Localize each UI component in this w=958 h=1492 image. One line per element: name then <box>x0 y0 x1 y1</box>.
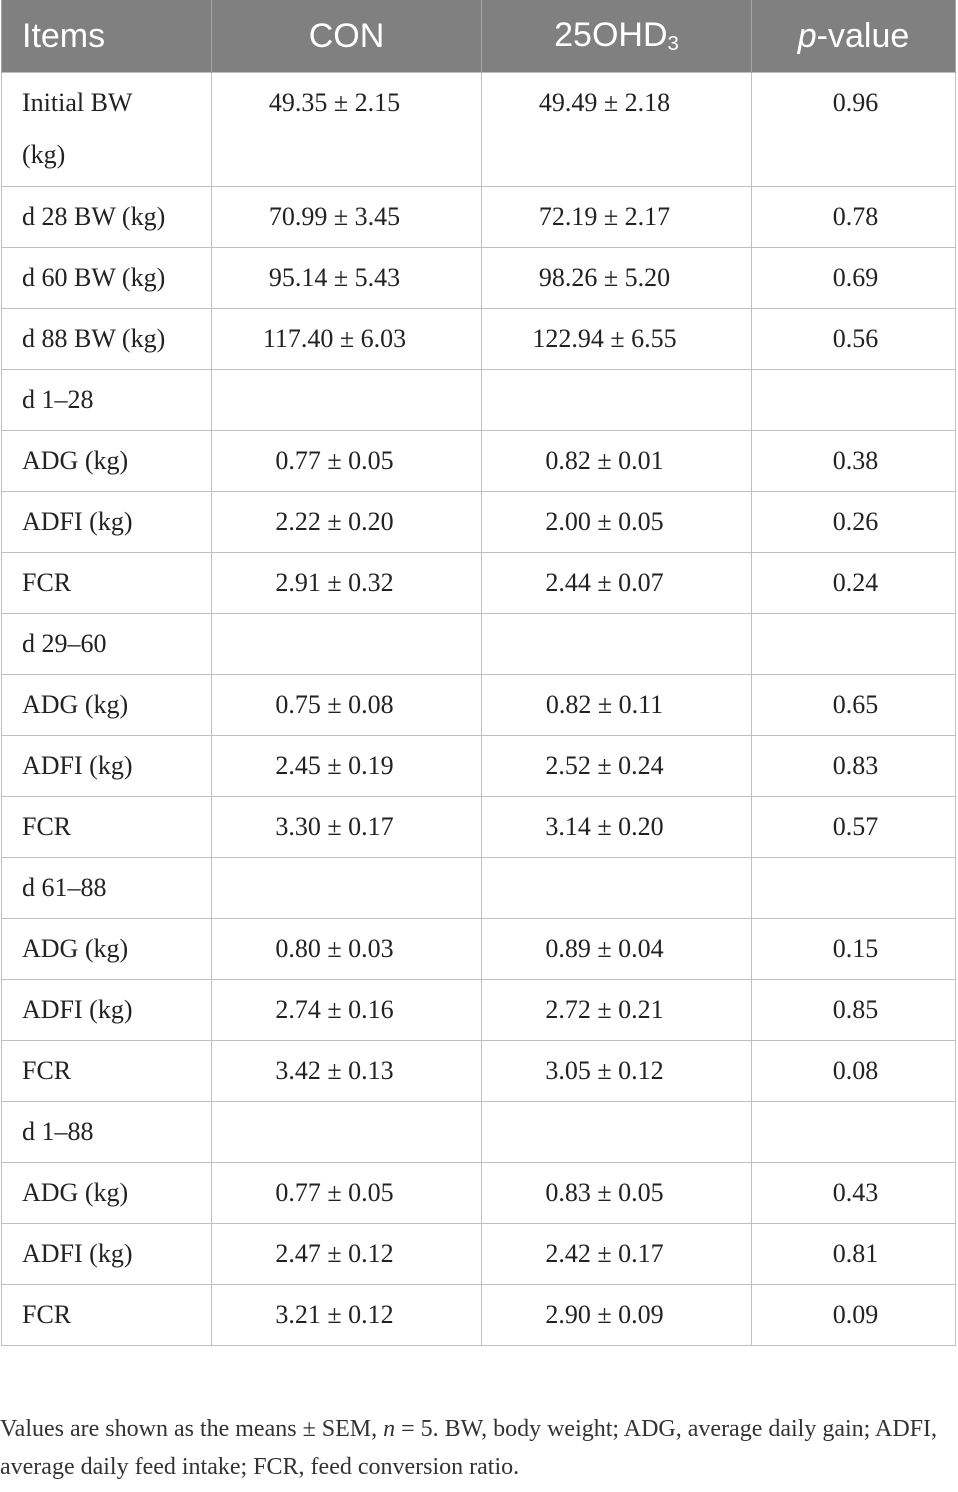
table-row <box>2 187 956 248</box>
cell-con <box>212 797 482 858</box>
row-label-text: ADFI (kg) <box>22 995 133 1024</box>
footnote-part2: = 5. BW, body weight; ADG, average daily gain; ADFI, average daily feed intake; FCR, feed conversion ratio. <box>0 1416 938 1480</box>
row-label <box>2 675 212 736</box>
table-row <box>2 1224 956 1285</box>
cell-25ohd3-text: 2.90 ± 0.09 <box>545 1300 664 1329</box>
data-table <box>1 0 956 1346</box>
row-label <box>2 309 212 370</box>
cell-con <box>212 1163 482 1224</box>
header-p-value <box>752 0 956 73</box>
footnote-n: n <box>383 1416 396 1442</box>
cell-25ohd3 <box>482 797 752 858</box>
cell-con <box>212 1041 482 1102</box>
cell-25ohd3 <box>482 248 752 309</box>
cell-con-text: 0.77 ± 0.05 <box>275 446 394 475</box>
row-label <box>2 431 212 492</box>
table-row <box>2 492 956 553</box>
cell-25ohd3 <box>482 1224 752 1285</box>
cell-p-value-text: 0.38 <box>832 446 879 475</box>
row-label-text: d 28 BW (kg) <box>22 202 166 231</box>
cell-25ohd3 <box>482 1041 752 1102</box>
cell-con <box>212 248 482 309</box>
row-label <box>2 1224 212 1285</box>
cell-25ohd3-text: 2.44 ± 0.07 <box>545 568 664 597</box>
cell-con-text: 2.74 ± 0.16 <box>275 995 394 1024</box>
cell-p-value-text: 0.65 <box>832 690 879 719</box>
row-label-text: ADG (kg) <box>22 1178 129 1207</box>
row-label <box>2 1163 212 1224</box>
cell-25ohd3-text: 0.82 ± 0.01 <box>545 446 664 475</box>
cell-con <box>212 675 482 736</box>
cell-con-text: 2.45 ± 0.19 <box>275 751 394 780</box>
cell-con <box>212 187 482 248</box>
row-label-text: ADFI (kg) <box>22 1239 133 1268</box>
cell-con-text: 70.99 ± 3.45 <box>268 202 401 231</box>
cell-con <box>212 858 482 919</box>
row-label-text: FCR <box>22 568 72 597</box>
row-label <box>2 73 212 187</box>
cell-p-value-text: 0.09 <box>832 1300 879 1329</box>
cell-p-value <box>752 797 956 858</box>
table-row <box>2 248 956 309</box>
cell-p-value <box>752 1224 956 1285</box>
cell-p-value-text: 0.08 <box>832 1056 879 1085</box>
cell-con <box>212 370 482 431</box>
cell-con <box>212 1102 482 1163</box>
cell-con <box>212 614 482 675</box>
row-label <box>2 1285 212 1346</box>
cell-25ohd3 <box>482 309 752 370</box>
cell-p-value <box>752 1102 956 1163</box>
cell-p-value-text: 0.24 <box>832 568 879 597</box>
table-row <box>2 309 956 370</box>
cell-con <box>212 919 482 980</box>
table-row <box>2 1102 956 1163</box>
cell-p-value <box>752 187 956 248</box>
table-row <box>2 980 956 1041</box>
cell-con <box>212 1285 482 1346</box>
cell-25ohd3 <box>482 553 752 614</box>
row-label <box>2 1041 212 1102</box>
row-label-text: ADFI (kg) <box>22 507 133 536</box>
cell-con-text: 0.75 ± 0.08 <box>275 690 394 719</box>
cell-p-value <box>752 248 956 309</box>
cell-con <box>212 553 482 614</box>
table-row <box>2 797 956 858</box>
cell-25ohd3-text: 3.05 ± 0.12 <box>545 1056 664 1085</box>
cell-25ohd3 <box>482 187 752 248</box>
cell-p-value <box>752 1041 956 1102</box>
table-row <box>2 370 956 431</box>
cell-25ohd3 <box>482 858 752 919</box>
cell-con-text: 2.22 ± 0.20 <box>275 507 394 536</box>
row-label-text: d 88 BW (kg) <box>22 324 166 353</box>
cell-25ohd3 <box>482 73 752 187</box>
cell-25ohd3-text: 49.49 ± 2.18 <box>538 88 671 117</box>
header-p-rest: -value <box>816 16 910 55</box>
row-label-text: ADG (kg) <box>22 446 129 475</box>
cell-25ohd3 <box>482 1285 752 1346</box>
footnote-part1: Values are shown as the means ± SEM, <box>0 1416 384 1442</box>
row-label-text: ADG (kg) <box>22 690 129 719</box>
row-label-text: ADG (kg) <box>22 934 129 963</box>
cell-25ohd3-text: 72.19 ± 2.17 <box>538 202 671 231</box>
cell-con <box>212 736 482 797</box>
cell-con <box>212 492 482 553</box>
cell-25ohd3-text: 122.94 ± 6.55 <box>532 324 677 353</box>
cell-con-text: 0.77 ± 0.05 <box>275 1178 394 1207</box>
row-label <box>2 797 212 858</box>
table-row <box>2 1285 956 1346</box>
cell-p-value-text: 0.83 <box>832 751 879 780</box>
table-row <box>2 1163 956 1224</box>
table-row <box>2 553 956 614</box>
row-label <box>2 858 212 919</box>
cell-p-value <box>752 1163 956 1224</box>
cell-con <box>212 1224 482 1285</box>
cell-con-text: 117.40 ± 6.03 <box>262 324 407 353</box>
cell-25ohd3-text: 0.83 ± 0.05 <box>545 1178 664 1207</box>
cell-con-text: 3.30 ± 0.17 <box>275 812 394 841</box>
cell-25ohd3-text: 0.89 ± 0.04 <box>545 934 664 963</box>
table-row <box>2 675 956 736</box>
cell-con-text: 0.80 ± 0.03 <box>275 934 394 963</box>
row-label <box>2 248 212 309</box>
cell-25ohd3-text: 3.14 ± 0.20 <box>545 812 664 841</box>
cell-25ohd3-text: 2.00 ± 0.05 <box>545 507 664 536</box>
cell-p-value-text: 0.81 <box>832 1239 879 1268</box>
row-label <box>2 919 212 980</box>
row-label-text: FCR <box>22 1300 72 1329</box>
row-label-text: FCR <box>22 1056 72 1085</box>
header-25ohd-text: 25OHD <box>554 16 668 54</box>
cell-con-text: 2.47 ± 0.12 <box>275 1239 394 1268</box>
cell-p-value <box>752 980 956 1041</box>
row-label-text: ADFI (kg) <box>22 751 133 780</box>
cell-con <box>212 980 482 1041</box>
cell-con <box>212 431 482 492</box>
table-row <box>2 431 956 492</box>
cell-p-value <box>752 73 956 187</box>
cell-p-value <box>752 919 956 980</box>
cell-con-text: 95.14 ± 5.43 <box>268 263 401 292</box>
cell-p-value-text: 0.78 <box>832 202 879 231</box>
cell-p-value <box>752 858 956 919</box>
cell-p-value-text: 0.85 <box>832 995 879 1024</box>
row-label-text: Initial BW (kg) <box>22 88 133 169</box>
cell-p-value-text: 0.57 <box>832 812 879 841</box>
cell-p-value-text: 0.69 <box>832 263 879 292</box>
cell-p-value <box>752 309 956 370</box>
row-label-text: d 1–28 <box>22 385 94 414</box>
row-label <box>2 980 212 1041</box>
cell-con-text: 49.35 ± 2.15 <box>268 88 401 117</box>
cell-p-value-text: 0.15 <box>832 934 879 963</box>
cell-25ohd3 <box>482 919 752 980</box>
cell-25ohd3 <box>482 1163 752 1224</box>
cell-p-value <box>752 675 956 736</box>
cell-25ohd3 <box>482 492 752 553</box>
cell-p-value <box>752 492 956 553</box>
cell-25ohd3-text: 2.42 ± 0.17 <box>545 1239 664 1268</box>
cell-25ohd3 <box>482 675 752 736</box>
cell-25ohd3-text: 2.72 ± 0.21 <box>545 995 664 1024</box>
row-label-text: d 29–60 <box>22 629 107 658</box>
table-footnote <box>0 1410 958 1486</box>
cell-con <box>212 73 482 187</box>
cell-p-value-text: 0.26 <box>832 507 879 536</box>
cell-25ohd3 <box>482 1102 752 1163</box>
row-label-text: d 1–88 <box>22 1117 94 1146</box>
cell-p-value <box>752 431 956 492</box>
table-row <box>2 736 956 797</box>
cell-con <box>212 309 482 370</box>
row-label <box>2 1102 212 1163</box>
cell-25ohd3-text: 0.82 ± 0.11 <box>545 690 664 719</box>
header-subscript: 3 <box>667 33 679 55</box>
cell-p-value <box>752 614 956 675</box>
row-label <box>2 614 212 675</box>
row-label <box>2 553 212 614</box>
cell-25ohd3 <box>482 370 752 431</box>
header-p-italic: p <box>797 16 817 55</box>
cell-con-text: 2.91 ± 0.32 <box>275 568 394 597</box>
row-label <box>2 736 212 797</box>
cell-25ohd3-text: 98.26 ± 5.20 <box>538 263 671 292</box>
row-label <box>2 187 212 248</box>
table-row <box>2 614 956 675</box>
cell-con-text: 3.21 ± 0.12 <box>275 1300 394 1329</box>
cell-25ohd3 <box>482 614 752 675</box>
cell-p-value <box>752 370 956 431</box>
cell-25ohd3 <box>482 980 752 1041</box>
header-con: CON <box>212 0 482 73</box>
header-items: Items <box>2 0 212 73</box>
cell-p-value <box>752 736 956 797</box>
cell-con-text: 3.42 ± 0.13 <box>275 1056 394 1085</box>
table-row <box>2 73 956 187</box>
row-label <box>2 370 212 431</box>
cell-p-value <box>752 1285 956 1346</box>
cell-p-value-text: 0.43 <box>832 1178 879 1207</box>
cell-p-value-text: 0.56 <box>832 324 879 353</box>
table-row <box>2 919 956 980</box>
row-label-text: d 60 BW (kg) <box>22 263 166 292</box>
row-label <box>2 492 212 553</box>
header-row <box>2 0 956 73</box>
cell-p-value-text: 0.96 <box>832 88 879 117</box>
cell-25ohd3 <box>482 736 752 797</box>
table-row <box>2 1041 956 1102</box>
header-25ohd3 <box>482 0 752 73</box>
cell-p-value <box>752 553 956 614</box>
row-label-text: FCR <box>22 812 72 841</box>
row-label-text: d 61–88 <box>22 873 107 902</box>
cell-25ohd3 <box>482 431 752 492</box>
cell-25ohd3-text: 2.52 ± 0.24 <box>545 751 664 780</box>
table-row <box>2 858 956 919</box>
